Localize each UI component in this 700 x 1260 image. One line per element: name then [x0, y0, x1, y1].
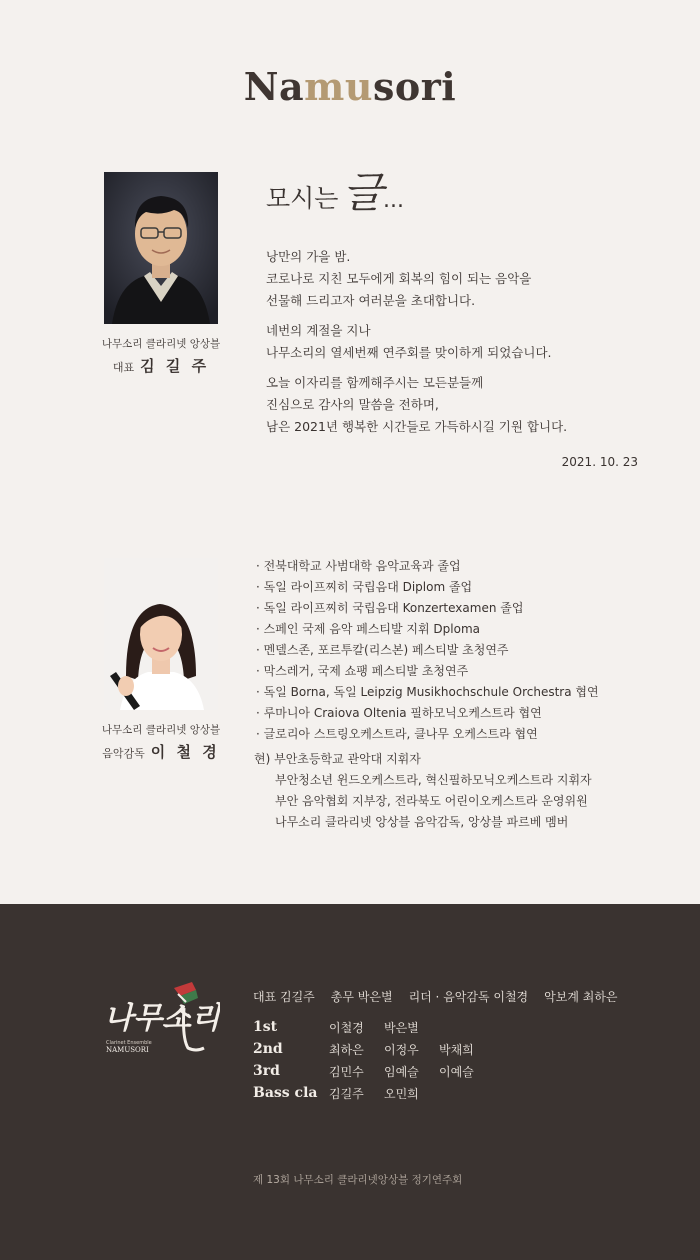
current-text: 부안초등학교 관악대 지휘자 — [274, 752, 421, 766]
career-item: · 독일 라이프찌히 국립음대 Konzertexamen 졸업 — [256, 598, 676, 619]
title-part-end: sori — [373, 64, 457, 109]
staff-item: 대표 김길주 — [253, 990, 315, 1004]
career-item: · 전북대학교 사범대학 음악교육과 졸업 — [256, 556, 676, 577]
greeting-line: 진심으로 감사의 말씀을 전하며, — [266, 397, 439, 412]
career-item: · 멘델스존, 포르투칼(리스본) 페스티발 초청연주 — [256, 640, 676, 661]
greeting-paragraph — [266, 246, 646, 312]
director-current-positions — [254, 749, 674, 833]
director-role-line — [86, 741, 236, 762]
director-caption — [86, 722, 236, 762]
player-name: 이예슬 — [439, 1064, 474, 1079]
concert-title: 제 13회 나무소리 클라리넷앙상블 정기연주회 — [253, 1174, 463, 1186]
staff-item: 리더 · 음악감독 이철경 — [408, 990, 529, 1004]
title-part-accent: mu — [304, 64, 373, 109]
representative-name: 김 길 주 — [140, 357, 210, 375]
greeting-heading-suffix: ... — [383, 188, 405, 213]
greeting-line: 남은 2021년 행복한 시간들로 가득하시길 기원 합니다. — [266, 419, 568, 434]
greeting-body — [266, 246, 646, 446]
director-name: 이 철 경 — [150, 743, 220, 761]
greeting-line: 코로나로 지친 모두에게 회복의 힘이 되는 음악을 — [266, 271, 532, 286]
logo-caption-name: NAMUSORI — [106, 1046, 149, 1054]
career-item: · 독일 Borna, 독일 Leipzig Musikhochschule Orchestra 협연 — [256, 682, 676, 703]
greeting-line: 나무소리의 열세번째 연주회를 맞이하게 되었습니다. — [266, 345, 552, 360]
roster-row — [253, 1082, 494, 1104]
greeting-heading-big: 글 — [342, 168, 384, 217]
section-name: 3rd — [253, 1063, 280, 1079]
brand-title — [0, 64, 700, 109]
current-item: 나무소리 클라리넷 앙상블 음악감독, 앙상블 파르베 멤버 — [275, 815, 569, 829]
career-item: · 독일 라이프찌히 국립음대 Diplom 졸업 — [256, 577, 676, 598]
roster-row — [253, 1060, 494, 1082]
current-label: 현) — [254, 752, 271, 766]
roster-row — [253, 1016, 494, 1038]
greeting-paragraph — [266, 320, 646, 364]
roster-row — [253, 1038, 494, 1060]
player-name: 박채희 — [439, 1042, 474, 1057]
logo-script-text: 나무소리 — [104, 1001, 220, 1036]
greeting-date: 2021. 10. 23 — [561, 455, 638, 469]
greeting-line: 선물해 드리고자 여러분을 초대합니다. — [266, 293, 476, 308]
player-name: 이정우 — [384, 1042, 419, 1057]
director-career-list — [256, 556, 676, 745]
player-name: 최하은 — [329, 1042, 364, 1057]
career-item: · 루마니아 Craiova Oltenia 필하모닉오케스트라 협연 — [256, 703, 676, 724]
footer — [0, 904, 700, 1260]
current-item: 부안청소년 윈드오케스트라, 혁신필하모닉오케스트라 지휘자 — [275, 773, 592, 787]
namusori-logo — [100, 978, 220, 1068]
staff-item: 총무 박은별 — [330, 990, 393, 1004]
greeting-line: 네번의 계절을 지나 — [266, 323, 371, 338]
director-group: 나무소리 클라리넷 앙상블 — [101, 724, 221, 736]
director-role: 음악감독 — [102, 747, 145, 760]
current-item — [254, 749, 674, 770]
staff-line — [253, 988, 634, 1005]
player-name: 임예슬 — [384, 1064, 419, 1079]
section-name: 1st — [253, 1019, 278, 1035]
player-name: 오민희 — [384, 1086, 419, 1101]
staff-item: 악보계 최하은 — [544, 990, 618, 1004]
section-name: 2nd — [253, 1041, 283, 1057]
greeting-heading-prefix: 모시는 — [266, 184, 339, 213]
career-item: · 글로리아 스트링오케스트라, 클나무 오케스트라 협연 — [256, 724, 676, 745]
representative-caption — [86, 336, 236, 376]
director-photo — [104, 558, 218, 710]
member-roster — [253, 1016, 494, 1104]
player-name: 김민수 — [329, 1064, 364, 1079]
greeting-line: 오늘 이자리를 함께해주시는 모든분들께 — [266, 375, 484, 390]
career-item: · 스페인 국제 음악 페스티발 지휘 Dploma — [256, 619, 676, 640]
player-name: 박은별 — [384, 1020, 419, 1035]
current-item: 부안 음악협회 지부장, 전라북도 어린이오케스트라 운영위원 — [275, 794, 588, 808]
greeting-line: 낭만의 가을 밤. — [266, 249, 351, 264]
greeting-heading — [266, 160, 404, 220]
representative-group: 나무소리 클라리넷 앙상블 — [101, 338, 221, 350]
representative-role-line — [86, 355, 236, 376]
player-name: 이철경 — [329, 1020, 364, 1035]
logo-caption-small: Clarinet Ensemble — [106, 1040, 152, 1046]
representative-role: 대표 — [112, 361, 135, 374]
player-name: 김길주 — [329, 1086, 364, 1101]
greeting-paragraph — [266, 372, 646, 438]
title-part-start: Na — [243, 64, 305, 109]
career-item: · 막스레거, 국제 쇼팽 페스티발 초청연주 — [256, 661, 676, 682]
section-name: Bass cla — [253, 1085, 318, 1101]
representative-photo — [104, 172, 218, 324]
